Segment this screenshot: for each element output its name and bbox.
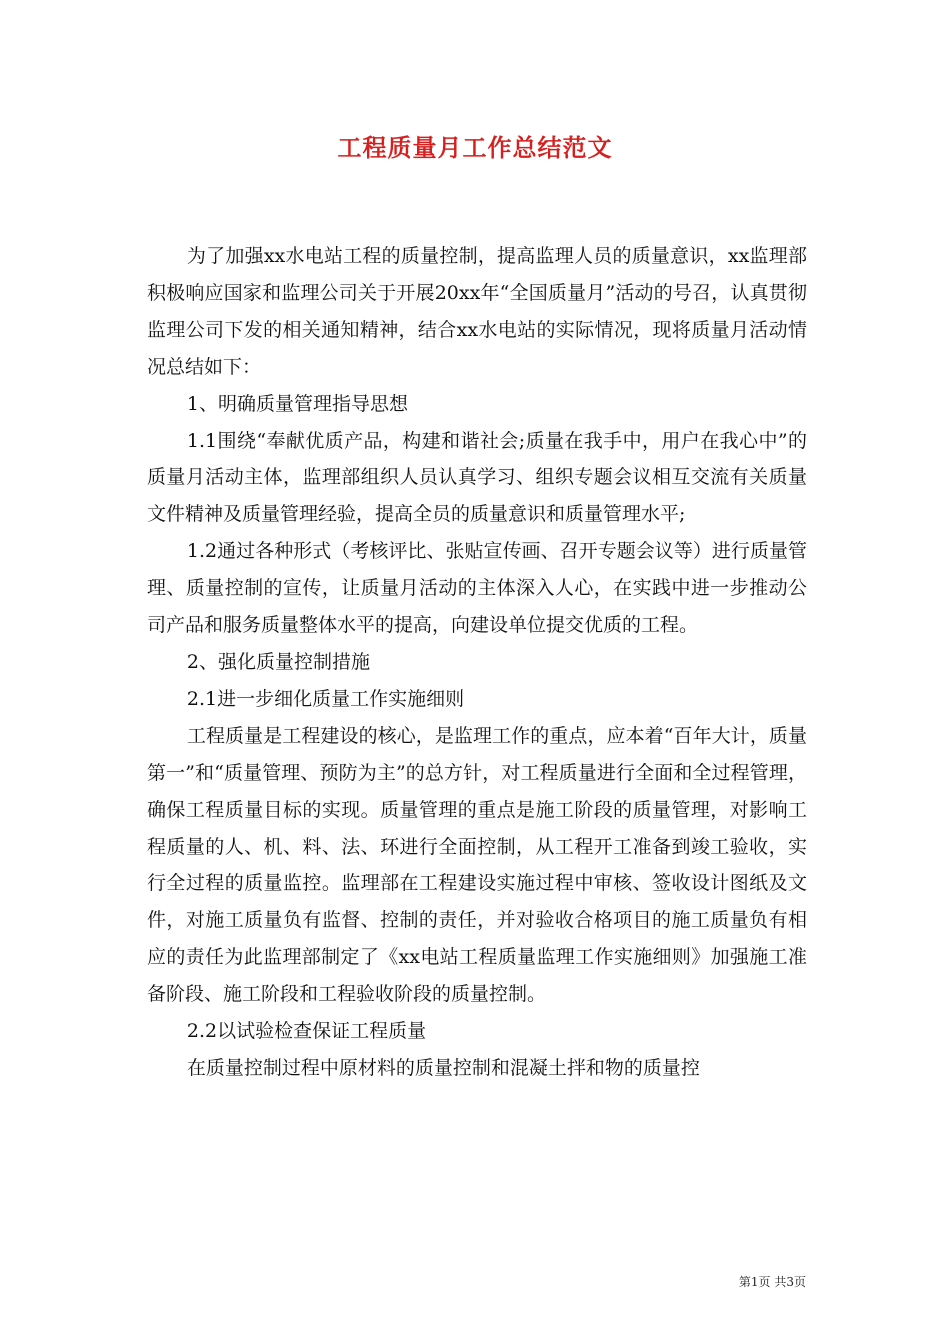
section-2-heading: 2、强化质量控制措施 — [186, 650, 370, 673]
section-1-heading: 1、明确质量管理指导思想 — [186, 392, 408, 415]
document-body — [147, 238, 807, 1087]
section-2-1-heading: 2.1进一步细化质量工作实施细则 — [186, 687, 465, 710]
section-2-1-paragraph: 工程质量是工程建设的核心，是监理工作的重点，应本着“百年大计，质量第一”和“质量管理、预防为主”的总方针，对工程质量进行全面和全过程管理，确保工程质量目标的实现。质量管理的重点是施工阶段的质量管理，对影响工程质量的人、机、料、法、环进行全面控制，从工程开工准备到竣工验收，实行全过程的质量监控。监理部在工程建设实施过程中审核、签收设计图纸及文件，对施工质量负有监督、控制的责任，并对验收合格项目的施工质量负有相应的责任为此监理部制定了《xx电站工程质量监理工作实施细则》加强施工准备阶段、施工阶段和工程验收阶段的质量控制。 — [147, 724, 807, 1006]
intro-paragraph: 为了加强xx水电站工程的质量控制，提高监理人员的质量意识，xx监理部积极响应国家和监理公司关于开展20xx年“全国质量月”活动的号召，认真贯彻监理公司下发的相关通知精神，结合xx水电站的实际情况，现将质量月活动情况总结如下： — [147, 245, 807, 378]
section-2-2-heading: 2.2以试验检查保证工程质量 — [186, 1020, 427, 1043]
section-2-2-paragraph: 在质量控制过程中原材料的质量控制和混凝土拌和物的质量控 — [186, 1056, 700, 1079]
document-title: 工程质量月工作总结范文 — [337, 133, 613, 162]
section-1-1-paragraph: 1.1围绕“奉献优质产品，构建和谐社会;质量在我手中，用户在我心中”的质量月活动主体，监理部组织人员认真学习、组织专题会议相互交流有关质量文件精神及质量管理经验，提高全员的质量意识和质量管理水平; — [147, 429, 807, 526]
page-number: 第1页 共3页 — [738, 1275, 806, 1289]
section-1-2-paragraph: 1.2通过各种形式（考核评比、张贴宣传画、召开专题会议等）进行质量管理、质量控制的宣传，让质量月活动的主体深入人心，在实践中进一步推动公司产品和服务质量整体水平的提高，向建设单位提交优质的工程。 — [147, 540, 807, 637]
